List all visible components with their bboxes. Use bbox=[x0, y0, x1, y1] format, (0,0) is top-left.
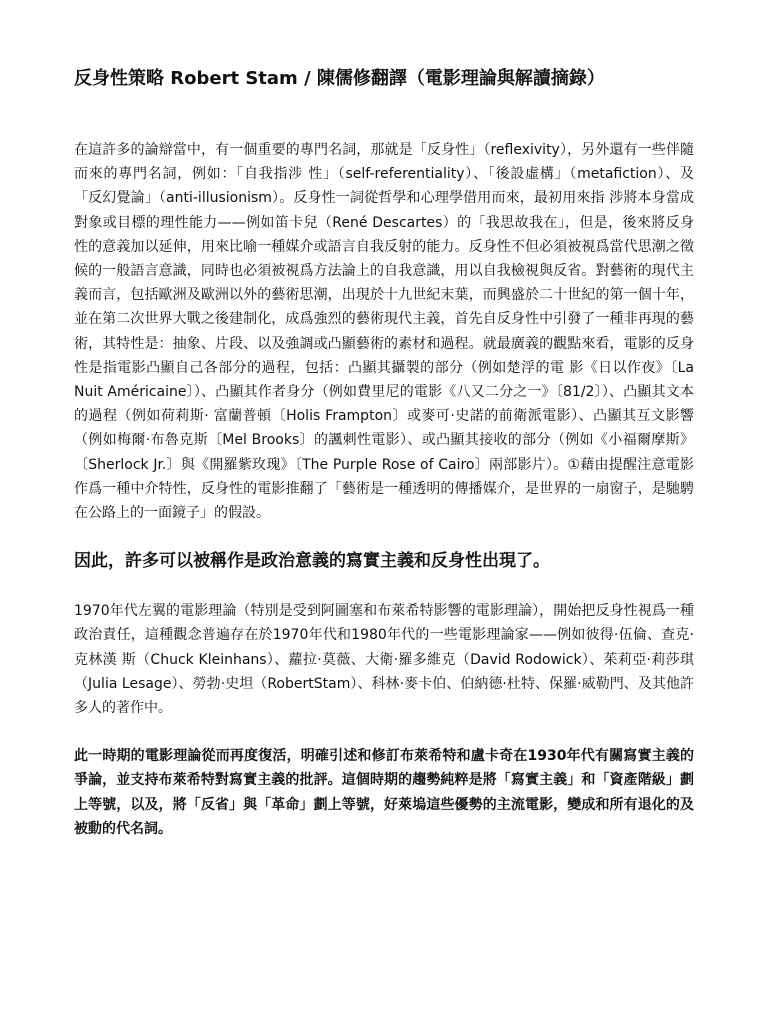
body-paragraph-brecht-lukacs: 此一時期的電影理論從而再度復活，明確引述和修訂布萊希特和盧卡奇在1930年代有關寫實主義的爭論，並支持布萊希特對寫實主義的批評。這個時期的趨勢純粹是將「寫實主義」和「資產階級」劃上等號，以及，將「反省」與「革命」劃上等號，好萊塢這些優勢的主流電影，變成和所有退化的及被動的代名詞。 bbox=[74, 748, 694, 837]
document-title: 反身性策略 Robert Stam / 陳儒修翻譯（電影理論與解讀摘錄） bbox=[74, 68, 605, 89]
body-paragraph-reflexivity: 在這許多的論辯當中，有一個重要的專門名詞，那就是「反身性」（reflexivity），另外還有一些伴隨而來的專門名詞，例如：「自我指涉 性」（self-referentiality）、「後設虛構」（metafiction）、及「反幻覺論」（anti-illusionism）。反身性一詞從哲學和心理學借用而來，最初用來指 涉將本身當成對象或目標的理性能力——例如笛卡兒（René Descartes）的「我思故我在」，但是，後來將反身性的意義加以延伸，用來比喻一種媒介或語言自我反射的能力。反身性不但必須被視爲當代思潮之徵候的一般語言意識，同時也必須被視爲方法論上的自我意識，用以自我檢視與反省。對藝術的現代主義而言，包括歐洲及歐洲以外的藝術思潮，出現於十九世紀末葉，而興盛於二十世紀的第一個十年，並在第二次世界大戰之後建制化，成爲強烈的藝術現代主義，首先自反身性中引發了一種非再現的藝術，其特性是：抽象、片段、以及強調或凸顯藝術的素材和過程。就最廣義的觀點來看，電影的反身性是指電影凸顯自己各部分的過程，包括：凸顯其攝製的部分（例如楚浮的電 影《日以作夜》〔La Nuit Américaine〕）、凸顯其作者身分（例如費里尼的電影《八又二分之一》〔81/2〕）、凸顯其文本的過程（例如荷莉斯· 富蘭普頓〔Holis Frampton〕或麥可·史諾的前衛派電影）、凸顯其互文影響（例如梅爾·布魯克斯〔Mel Brooks〕的諷刺性電影）、或凸顯其接收的部分（例如《小福爾摩斯》〔Sherlock Jr.〕與《開羅紫玫瑰》〔The Purple Rose of Cairo〕兩部影片）。①藉由提醒注意電影作爲一種中介特性，反身性的電影推翻了「藝術是一種透明的傳播媒介，是世界的一扇窗子，是馳騁在公路上的一面鏡子」的假設。 bbox=[74, 142, 694, 522]
section-subheading: 因此，許多可以被稱作是政治意義的寫實主義和反身性出現了。 bbox=[74, 551, 550, 572]
body-paragraph-1970s-theory: 1970年代左翼的電影理論（特別是受到阿圖塞和布萊希特影響的電影理論），開始把反身性視爲一種政治責任，這種觀念普遍存在於1970年代和1980年代的一些電影理論家——例如彼得·伍倫、查克·克林漢 斯（Chuck Kleinhans）、蘿拉·莫薇、大衛·羅多維克（David Rodowick）、茱莉亞·莉莎琪（Julia Lesage）、勞勃·史坦（RobertStam）、科林·麥卡伯、伯納德·杜特、保羅·威勒門、及其他許多人的著作中。 bbox=[74, 603, 694, 717]
